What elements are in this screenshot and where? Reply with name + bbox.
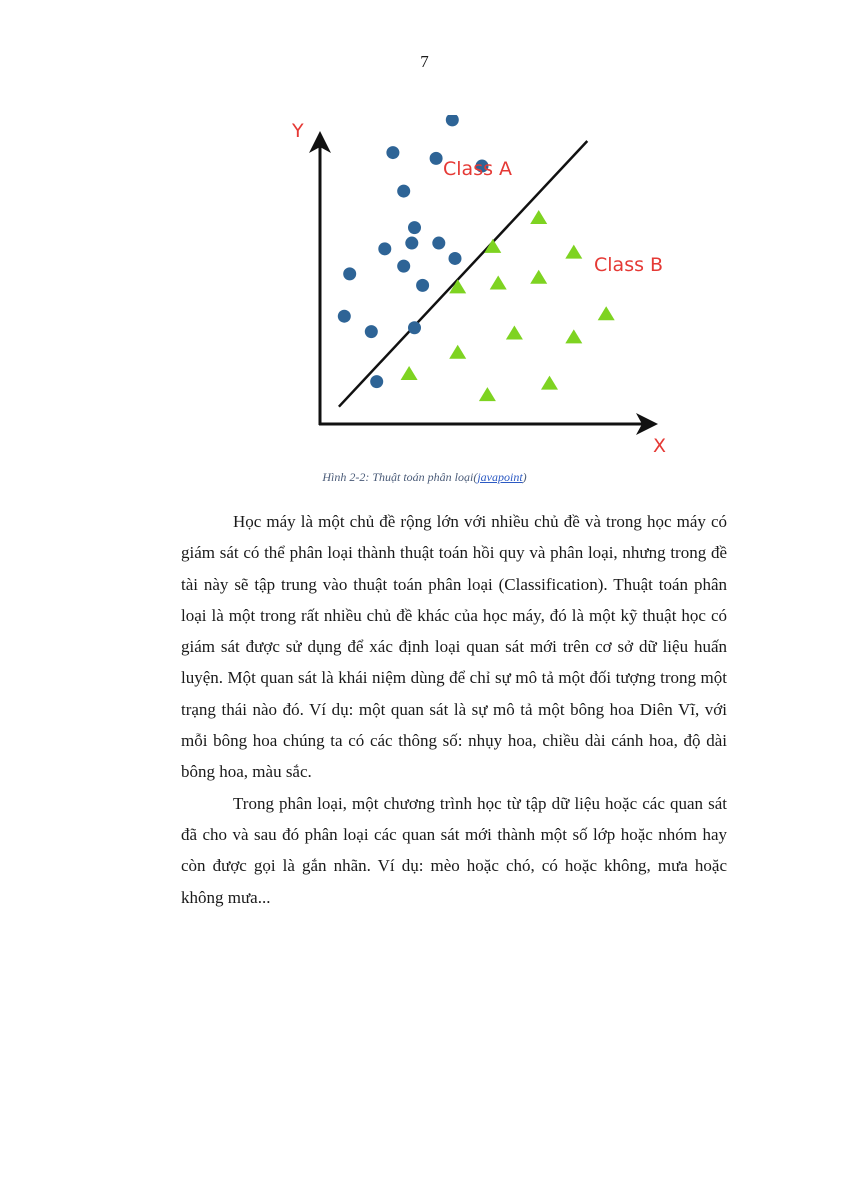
class-b-point-9 <box>490 275 507 289</box>
caption-text: Hình 2-2: Thuật toán phân loại( <box>322 470 478 484</box>
paragraph-1: Học máy là một chủ đề rộng lớn với nhiều chủ đề và trong học máy có giám sát có thể phân loại thành thuật toán hồi quy và phân loại, nhưng trong đề tài này sẽ tập trung vào thuật toán phân loại (Classification). Thuật toán phân loại là một trong rất nhiều chủ đề khác của học máy, đó là một kỹ thuật học có giám sát được sử dụng để xác định loại quan sát mới trên cơ sở dữ liệu huấn luyện. Một quan sát là khái niệm dùng để chỉ sự mô tả một đối tượng trong một trạng thái nào đó. Ví dụ: một quan sát là sự mô tả một bông hoa Diên Vĩ, với mỗi bông hoa chúng ta có các thông số: nhụy hoa, chiều dài cánh hoa, độ dài bông hoa, màu sắc. <box>181 512 727 782</box>
class-b-point-11 <box>484 239 501 253</box>
class-b-point-1 <box>401 366 418 380</box>
class-a-point-3 <box>343 267 356 280</box>
decision-boundary-line <box>339 141 587 407</box>
y-axis-label: Y <box>292 120 304 142</box>
body-text <box>181 506 727 913</box>
class-a-point-2 <box>338 310 351 323</box>
classification-figure <box>285 115 670 460</box>
class-a-point-12 <box>408 221 421 234</box>
caption-text-end: ) <box>522 470 527 484</box>
class-a-point-14 <box>386 146 399 159</box>
figure-caption <box>0 470 849 485</box>
class-a-point-9 <box>378 242 391 255</box>
class-a-point-10 <box>405 237 418 250</box>
class-b-point-10 <box>530 270 547 284</box>
class-a-point-1 <box>370 375 383 388</box>
class-a-point-15 <box>430 152 443 165</box>
class-a-point-4 <box>365 325 378 338</box>
class-b-label: Class B <box>594 254 664 276</box>
class-b-point-2 <box>479 387 496 401</box>
class-a-point-17 <box>446 115 459 126</box>
class-b-point-13 <box>530 210 547 224</box>
class-a-point-7 <box>397 260 410 273</box>
class-a-point-5 <box>408 321 421 334</box>
class-b-point-5 <box>506 326 523 340</box>
class-a-point-11 <box>432 237 445 250</box>
class-a-point-8 <box>449 252 462 265</box>
class-b-point-7 <box>598 306 615 320</box>
class-b-point-4 <box>449 345 466 359</box>
scatter-chart <box>285 115 670 460</box>
class-a-label: Class A <box>443 158 513 180</box>
x-axis-label: X <box>653 435 667 457</box>
class-b-point-3 <box>541 376 558 390</box>
class-b-point-12 <box>565 245 582 259</box>
class-a-point-13 <box>397 185 410 198</box>
page-number: 7 <box>420 52 429 71</box>
caption-source-link[interactable]: javapoint <box>477 470 523 484</box>
class-b-point-6 <box>565 329 582 343</box>
paragraph-2: Trong phân loại, một chương trình học từ tập dữ liệu hoặc các quan sát đã cho và sau đó phân loại các quan sát mới thành một số lớp hoặc nhóm hay còn được gọi là gắn nhãn. Ví dụ: mèo hoặc chó, có hoặc không, mưa hoặc không mưa... <box>181 793 727 907</box>
class-a-point-6 <box>416 279 429 292</box>
